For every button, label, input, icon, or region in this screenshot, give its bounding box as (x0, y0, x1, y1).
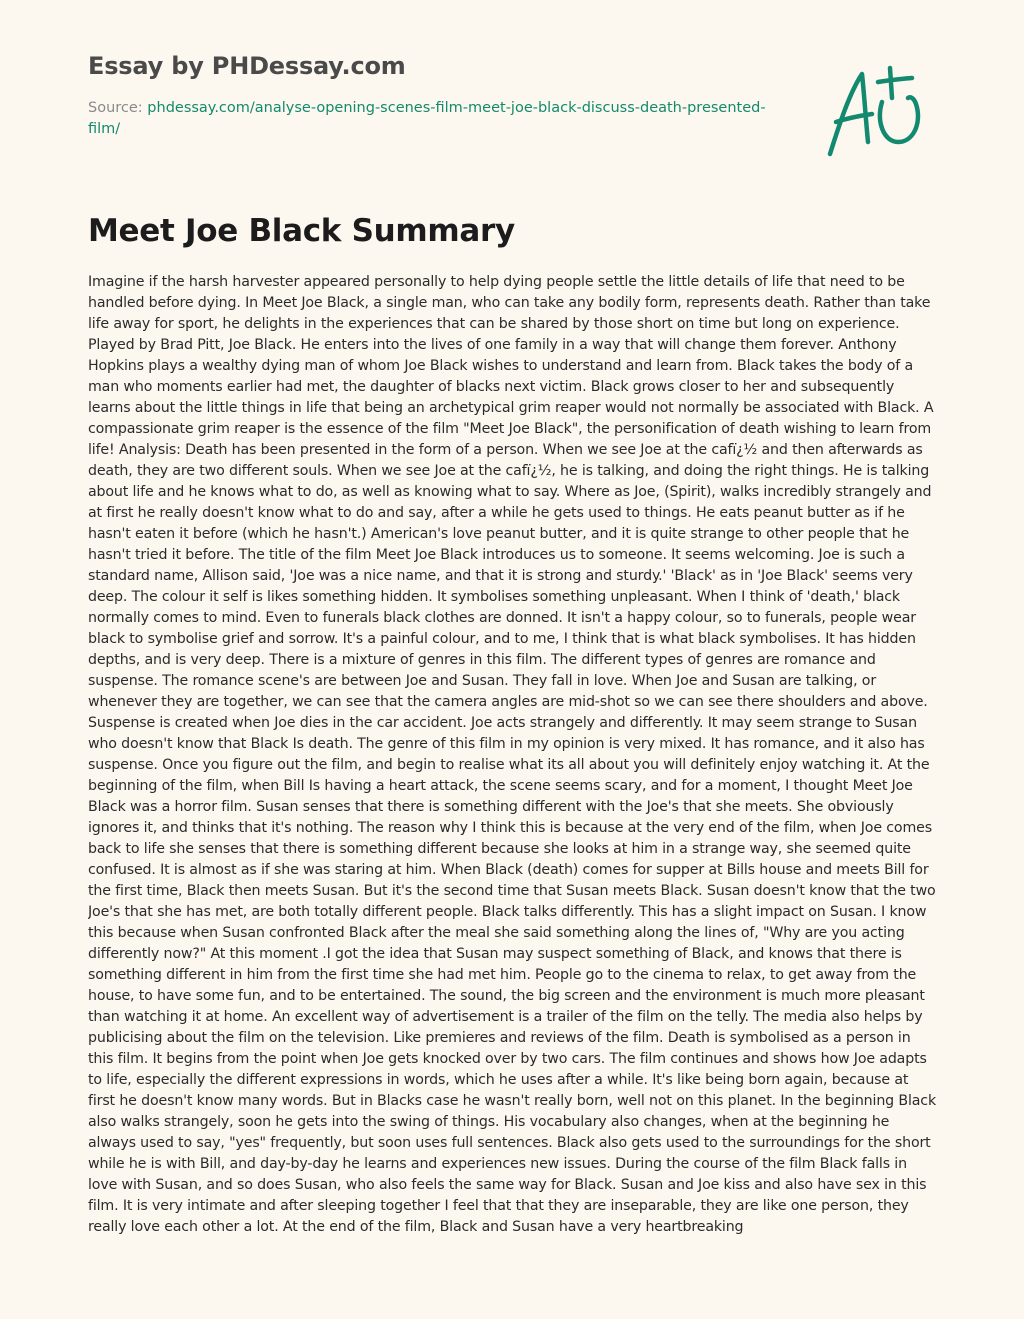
source-link[interactable]: phdessay.com/analyse-opening-scenes-film-meet-joe-black-discuss-death-presented-film/ (88, 100, 766, 137)
a-plus-logo-icon (820, 62, 930, 162)
source-line (88, 98, 768, 140)
essay-body: Imagine if the harsh harvester appeared personally to help dying people settle the little details of life that need to be handled before dying. In Meet Joe Black, a single man, who can take any bodily form, represents death. Rather than take life away for sport, he delights in the experiences that can be shared by those short on time but long on experience. Played by Brad Pitt, Joe Black. He enters into the lives of one family in a way that will change them forever. Anthony Hopkins plays a wealthy dying man of whom Joe Black wishes to understand and learn from. Black takes the body of a man who moments earlier had met, the daughter of blacks next victim. Black grows closer to her and subsequently learns about the little things in life that being an archetypical grim reaper would not normally be associated with Black. A compassionate grim reaper is the essence of the film "Meet Joe Black", the personification of death wishing to learn from life! Analysis: Death has been presented in the form of a person. When we see Joe at the cafï¿½ and then afterwards as death, they are two different souls. When we see Joe at the cafï¿½, he is talking, and doing the right things. He is talking about life and he knows what to do, as well as knowing what to say. Where as Joe, (Spirit), walks incredibly strangely and at first he really doesn't know what to do and say, after a while he gets used to things. He eats peanut butter as if he hasn't eaten it before (which he hasn't.) American's love peanut butter, and it is quite strange to other people that he hasn't tried it before. The title of the film Meet Joe Black introduces us to someone. It seems welcoming. Joe is such a standard name, Allison said, 'Joe was a nice name, and that it is strong and sturdy.' 'Black' as in 'Joe Black' seems very deep. The colour it self is likes something hidden. It symbolises something unpleasant. When I think of 'death,' black normally comes to mind. Even to funerals black clothes are donned. It isn't a happy colour, so to funerals, people wear black to symbolise grief and sorrow. It's a painful colour, and to me, I think that is what black symbolises. It has hidden depths, and is very deep. There is a mixture of genres in this film. The different types of genres are romance and suspense. The romance scene's are between Joe and Susan. They fall in love. When Joe and Susan are talking, or whenever they are together, we can see that the camera angles are mid-shot so we can see there shoulders and above. Suspense is created when Joe dies in the car accident. Joe acts strangely and differently. It may seem strange to Susan who doesn't know that Black Is death. The genre of this film in my opinion is very mixed. It has romance, and it also has suspense. Once you figure out the film, and begin to realise what its all about you will definitely enjoy watching it. At the beginning of the film, when Bill Is having a heart attack, the scene seems scary, and for a moment, I thought Meet Joe Black was a horror film. Susan senses that there is something different with the Joe's that she meets. She obviously ignores it, and thinks that it's nothing. The reason why I think this is because at the very end of the film, when Joe comes back to life she senses that there is something different because she looks at him in a strange way, she seemed quite confused. It is almost as if she was staring at him. When Black (death) comes for supper at Bills house and meets Bill for the first time, Black then meets Susan. But it's the second time that Susan meets Black. Susan doesn't know that the two Joe's that she has met, are both totally different people. Black talks differently. This has a slight impact on Susan. I know this because when Susan confronted Black after the meal she said something along the lines of, "Why are you acting differently now?" At this moment .I got the idea that Susan may suspect something of Black, and knows that there is something different in him from the first time she had met him. People go to the cinema to relax, to get away from the house, to have some fun, and to be entertained. The sound, the big screen and the environment is much more pleasant than watching it at home. An excellent way of advertisement is a trailer of the film on the telly. The media also helps by publicising about the film on the television. Like premieres and reviews of the film. Death is symbolised as a person in this film. It begins from the point when Joe gets knocked over by two cars. The film continues and shows how Joe adapts to life, especially the different expressions in words, which he uses after a while. It's like being born again, because at first he doesn't know many words. But in Blacks case he wasn't really born, well not on this planet. In the beginning Black also walks strangely, soon he gets into the swing of things. His vocabulary also changes, when at the beginning he always used to say, "yes" frequently, but soon uses full sentences. Black also gets used to the surroundings for the short while he is with Bill, and day-by-day he learns and experiences new issues. During the course of the film Black falls in love with Susan, and so does Susan, who also feels the same way for Black. Susan and Joe kiss and also have sex in this film. It is very intimate and after sleeping together I feel that that they are inseparable, they are like one person, they really love each other a lot. At the end of the film, Black and Susan have a very heartbreaking (88, 274, 936, 1235)
essay-title: Meet Joe Black Summary (88, 213, 515, 249)
essay-header (88, 48, 768, 140)
source-label: Source: (88, 100, 148, 116)
site-title: Essay by PHDessay.com (88, 52, 406, 80)
